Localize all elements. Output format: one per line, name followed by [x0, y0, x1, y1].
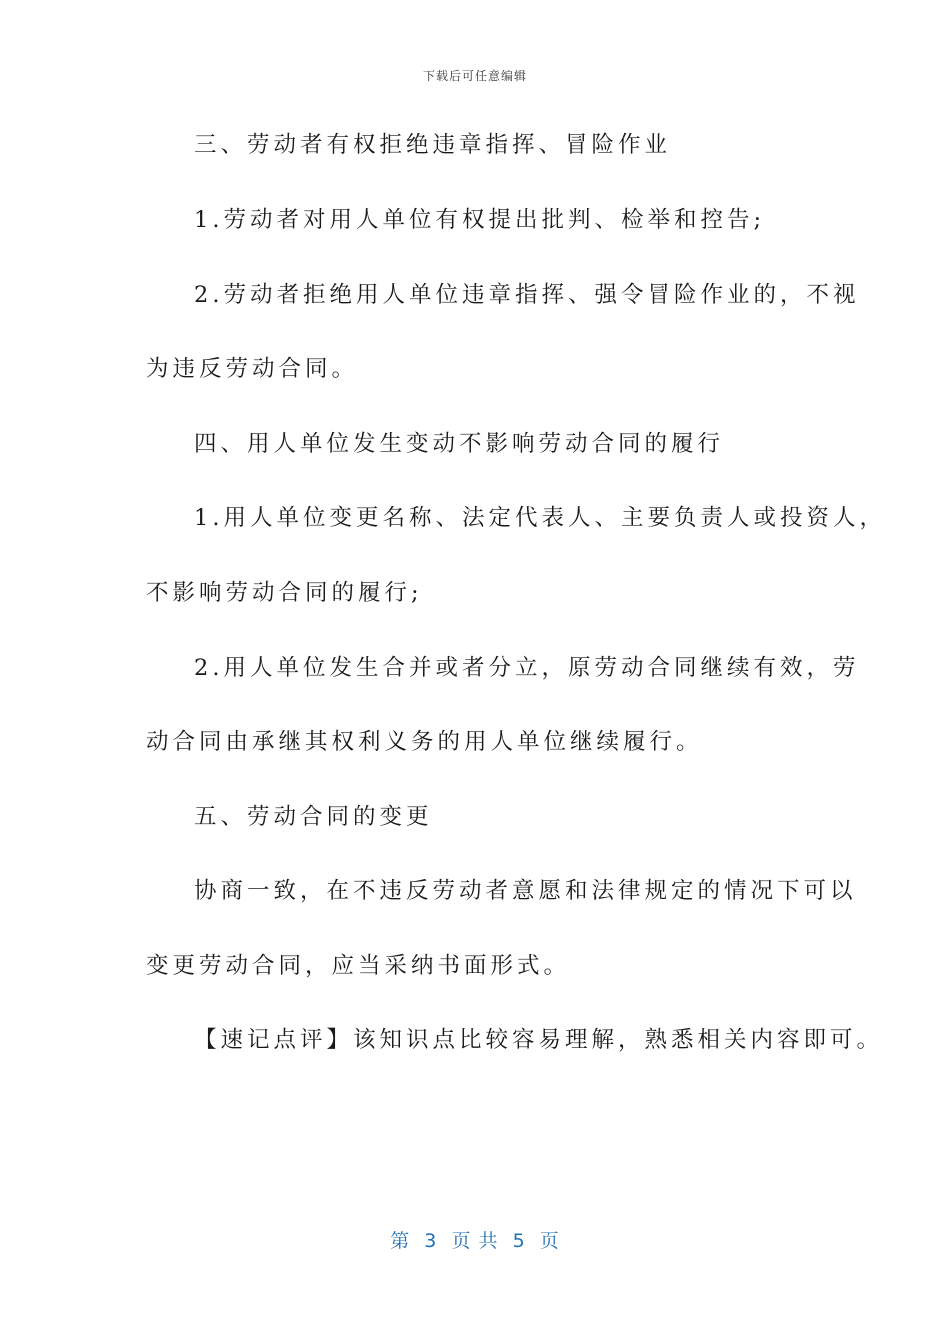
- review-note: 【速记点评】该知识点比较容易理解，熟悉相关内容即可。: [194, 1027, 884, 1053]
- paragraph-line: 不影响劳动合同的履行;: [146, 580, 423, 606]
- paragraph-line: 2.劳动者拒绝用人单位违章指挥、强令冒险作业的，不视: [194, 282, 860, 308]
- paragraph-line: 1.用人单位变更名称、法定代表人、主要负责人或投资人，: [194, 505, 886, 531]
- section-heading-4: 四、用人单位发生变动不影响劳动合同的履行: [194, 431, 725, 457]
- paragraph-line: 1.劳动者对用人单位有权提出批判、检举和控告;: [194, 207, 766, 233]
- paragraph-line: 协商一致，在不违反劳动者意愿和法律规定的情况下可以: [194, 878, 857, 904]
- paragraph-line: 2.用人单位发生合并或者分立，原劳动合同继续有效，劳: [194, 655, 860, 681]
- paragraph-line: 变更劳动合同，应当采纳书面形式。: [146, 953, 571, 979]
- paragraph-line: 动合同由承继其权利义务的用人单位继续履行。: [146, 729, 703, 755]
- section-heading-3: 三、劳动者有权拒绝违章指挥、冒险作业: [194, 132, 672, 158]
- section-heading-5: 五、劳动合同的变更: [194, 804, 433, 830]
- paragraph-line: 为违反劳动合同。: [146, 356, 359, 382]
- page-number-footer: 第 3 页 共 5 页: [390, 1230, 560, 1252]
- page-header: 下载后可任意编辑: [422, 69, 527, 83]
